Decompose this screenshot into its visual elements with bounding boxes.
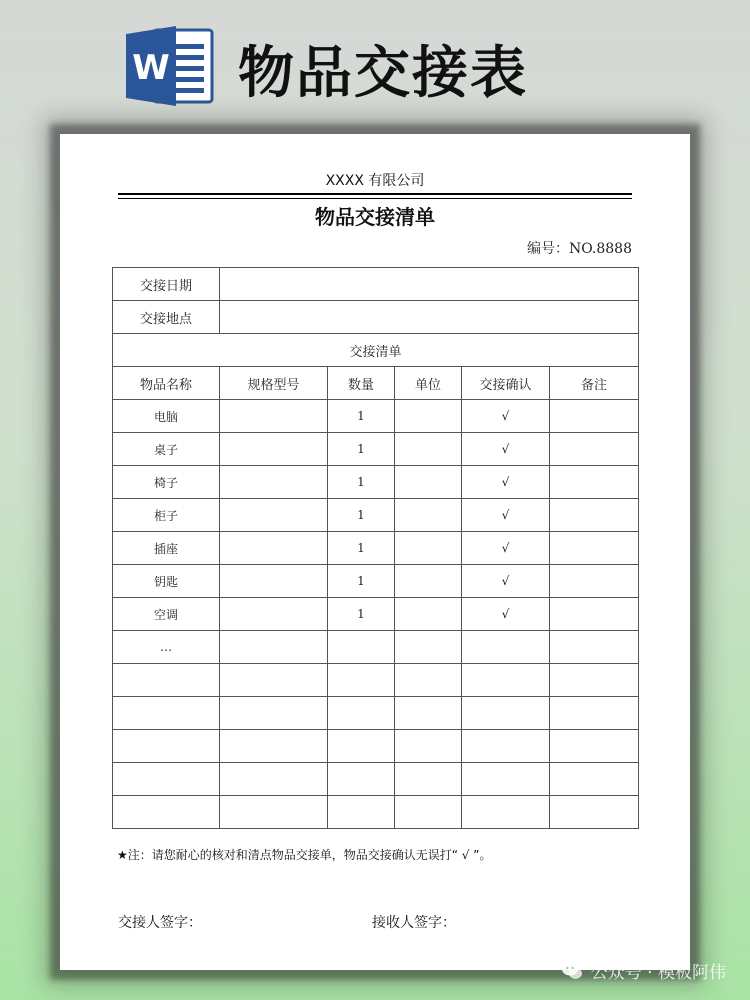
cell-unit[interactable] (395, 400, 462, 433)
place-field[interactable] (220, 301, 639, 334)
cell-name[interactable]: … (113, 631, 220, 664)
cell-confirm[interactable]: √ (462, 400, 550, 433)
cell-spec[interactable] (220, 631, 328, 664)
receiver-signature-label: 接收人签字： (372, 915, 456, 931)
header-rule-thick (118, 193, 632, 195)
cell-spec[interactable] (220, 565, 328, 598)
cell-unit[interactable] (395, 796, 462, 829)
column-header-confirm: 交接确认 (462, 367, 550, 400)
cell-qty[interactable] (328, 730, 395, 763)
table-row (113, 664, 639, 697)
cell-name[interactable] (113, 697, 220, 730)
cell-unit[interactable] (395, 664, 462, 697)
cell-spec[interactable] (220, 697, 328, 730)
cell-spec[interactable] (220, 598, 328, 631)
cell-confirm[interactable] (462, 730, 550, 763)
cell-spec[interactable] (220, 466, 328, 499)
section-row (113, 334, 639, 367)
cell-confirm[interactable]: √ (462, 466, 550, 499)
table-row (113, 466, 639, 499)
cell-name[interactable]: 空调 (113, 598, 220, 631)
date-field[interactable] (220, 268, 639, 301)
word-logo-letter: W (132, 48, 170, 88)
cell-name[interactable]: 电脑 (113, 400, 220, 433)
header-row (113, 367, 639, 400)
date-label: 交接日期 (113, 268, 220, 301)
footnote: ★注：请您耐心的核对和清点物品交接单，物品交接确认无误打“ √ ”。 (117, 848, 492, 862)
cell-name[interactable]: 钥匙 (113, 565, 220, 598)
date-row (113, 268, 639, 301)
serial-number: 编号：NO.8888 (527, 241, 632, 257)
cell-remark[interactable] (550, 499, 639, 532)
document-title: 物品交接清单 (315, 205, 435, 229)
table-row (113, 796, 639, 829)
table-row (113, 499, 639, 532)
cell-name[interactable]: 柜子 (113, 499, 220, 532)
column-header-spec: 规格型号 (220, 367, 328, 400)
cell-qty[interactable]: 1 (328, 433, 395, 466)
cell-confirm[interactable]: √ (462, 598, 550, 631)
cell-confirm[interactable] (462, 697, 550, 730)
watermark-text: 公众号 · 模板阿伟 (590, 963, 726, 983)
cell-confirm[interactable] (462, 631, 550, 664)
cell-qty[interactable]: 1 (328, 565, 395, 598)
table-row (113, 532, 639, 565)
cell-confirm[interactable]: √ (462, 433, 550, 466)
cell-spec[interactable] (220, 730, 328, 763)
cell-unit[interactable] (395, 565, 462, 598)
cell-name[interactable]: 桌子 (113, 433, 220, 466)
cell-spec[interactable] (220, 796, 328, 829)
table-row (113, 763, 639, 796)
cell-name[interactable] (113, 730, 220, 763)
cell-name[interactable]: 椅子 (113, 466, 220, 499)
cell-unit[interactable] (395, 631, 462, 664)
section-title: 交接清单 (113, 334, 639, 367)
handover-table (112, 267, 639, 829)
cell-confirm[interactable]: √ (462, 565, 550, 598)
cell-remark[interactable] (550, 730, 639, 763)
table-row (113, 565, 639, 598)
cell-spec[interactable] (220, 433, 328, 466)
cell-confirm[interactable]: √ (462, 499, 550, 532)
cell-remark[interactable] (550, 433, 639, 466)
cell-unit[interactable] (395, 697, 462, 730)
header-rule-thin (118, 198, 632, 199)
cell-name[interactable] (113, 763, 220, 796)
document-sheet (60, 134, 690, 970)
cell-spec[interactable] (220, 400, 328, 433)
cell-unit[interactable] (395, 532, 462, 565)
cell-qty[interactable] (328, 763, 395, 796)
cell-remark[interactable] (550, 763, 639, 796)
cell-remark[interactable] (550, 400, 639, 433)
cell-unit[interactable] (395, 598, 462, 631)
cell-unit[interactable] (395, 433, 462, 466)
cell-confirm[interactable] (462, 664, 550, 697)
cell-qty[interactable]: 1 (328, 400, 395, 433)
place-row (113, 301, 639, 334)
cell-remark[interactable] (550, 565, 639, 598)
cell-unit[interactable] (395, 730, 462, 763)
cell-remark[interactable] (550, 598, 639, 631)
column-header-unit: 单位 (395, 367, 462, 400)
cell-remark[interactable] (550, 664, 639, 697)
table-row (113, 730, 639, 763)
cell-confirm[interactable] (462, 796, 550, 829)
handover-signature-label: 交接人签字： (118, 915, 202, 931)
cell-spec[interactable] (220, 499, 328, 532)
cell-name[interactable]: 插座 (113, 532, 220, 565)
column-header-name: 物品名称 (113, 367, 220, 400)
table-row (113, 433, 639, 466)
cell-confirm[interactable]: √ (462, 532, 550, 565)
wechat-icon (561, 960, 583, 982)
place-label: 交接地点 (113, 301, 220, 334)
cell-spec[interactable] (220, 763, 328, 796)
cell-unit[interactable] (395, 763, 462, 796)
cell-qty[interactable] (328, 796, 395, 829)
cell-qty[interactable]: 1 (328, 466, 395, 499)
cell-qty[interactable] (328, 697, 395, 730)
word-logo-icon (124, 24, 214, 108)
table-row (113, 598, 639, 631)
cell-name[interactable] (113, 664, 220, 697)
cell-qty[interactable]: 1 (328, 598, 395, 631)
cell-remark[interactable] (550, 466, 639, 499)
cell-spec[interactable] (220, 532, 328, 565)
watermark (561, 958, 726, 983)
cell-name[interactable] (113, 796, 220, 829)
column-header-remark: 备注 (550, 367, 639, 400)
table-row (113, 400, 639, 433)
cell-qty[interactable] (328, 631, 395, 664)
cell-confirm[interactable] (462, 763, 550, 796)
column-header-qty: 数量 (328, 367, 395, 400)
cell-remark[interactable] (550, 697, 639, 730)
cell-qty[interactable] (328, 664, 395, 697)
cell-remark[interactable] (550, 532, 639, 565)
table-row (113, 697, 639, 730)
cell-remark[interactable] (550, 796, 639, 829)
cell-qty[interactable]: 1 (328, 532, 395, 565)
cell-qty[interactable]: 1 (328, 499, 395, 532)
table-row (113, 631, 639, 664)
cell-spec[interactable] (220, 664, 328, 697)
banner-title: 物品交接表 (238, 41, 528, 106)
cell-remark[interactable] (550, 631, 639, 664)
cell-unit[interactable] (395, 466, 462, 499)
company-name: XXXX 有限公司 (325, 173, 425, 189)
cell-unit[interactable] (395, 499, 462, 532)
